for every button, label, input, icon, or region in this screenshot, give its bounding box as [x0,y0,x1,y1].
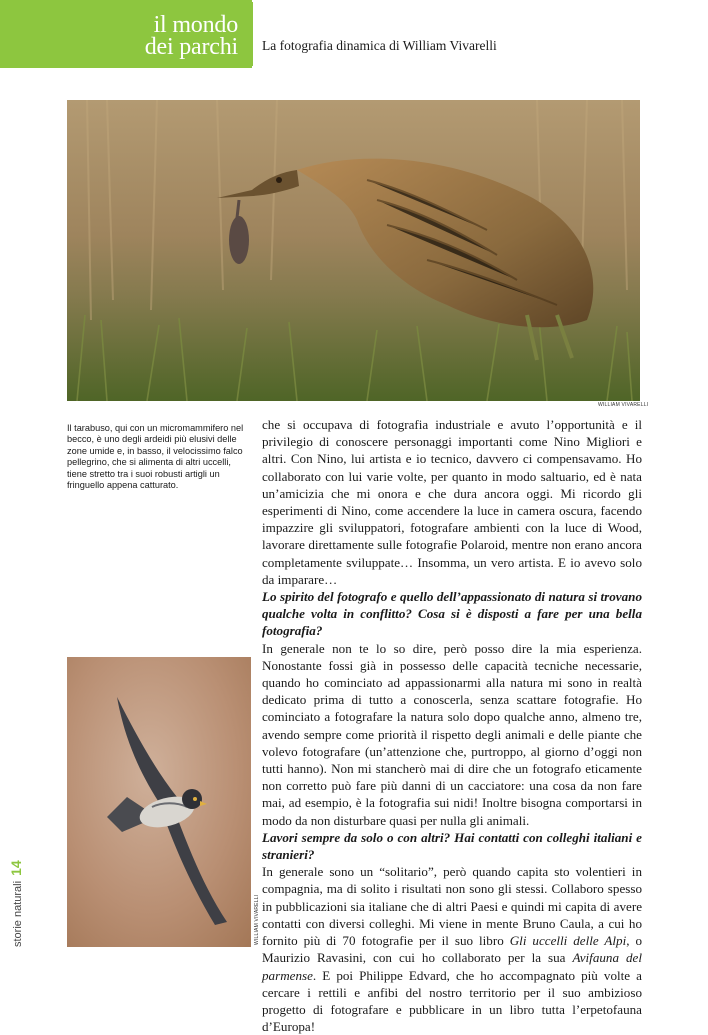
falcon-photo [67,657,251,947]
bittern-photo [67,100,640,401]
book-title-1: Gli uccelli delle Alpi [509,933,627,949]
photo-credit-top: WILLIAM VIVARELLI [598,402,649,408]
paragraph-3-part-c: . E poi Philippe Edvard, che ho accompagnato più volte a cercare i rettili e anfibi del nostro territorio per il suo ambizioso progetto di fotografare e pubblicare in un libro tutta l’erpetofauna d’Europa! [262,967,642,1035]
photo-caption: Il tarabuso, qui con un micromammifero nel becco, è uno degli ardeidi più elusivi delle zone umide e, in basso, il velocissimo falco pellegrino, che si alimenta di altri uccelli, tiene stretto tra i suoi robusti artigli un fringuello appena catturato. [67,423,244,491]
interview-question-2: Lavori sempre da solo o con altri? Hai contatti con colleghi italiani e stranieri? [262,829,642,863]
bittern-illustration [67,100,640,401]
photo-credit-falcon: WILLIAM VIVARELLI [254,894,260,945]
section-tab [0,0,252,68]
article-paragraph-1: che si occupava di fotografia industriale e avuto l’opportunità e il privilegio di conoscere personaggi importanti come Nino Migliori e altri. Con Nino, lui artista e io tecnico, davvero ci compensavamo. Ho collaborato con lui varie volte, per quanto in modo saltuario, ed è nata un’amicizia che mi onora e che dura ancora oggi. Mi ricordo gli esperimenti di Nino, come accendere la luce in camera oscura, facendo impazzire gli sviluppatori, fotografare ambienti con la luce di Wood, lavorare direttamente sulle fotografie Polaroid, mentre non erano ancora completamente sviluppate… Insomma, un vero artista. E io avevo solo da imparare… [262,417,642,587]
page-number: 14 [8,860,24,876]
paragraph-3-part-b: , o Maurizio Ravasini, con cui ho collaborato per la sua [262,933,643,966]
article-body [262,416,642,1035]
magazine-name: storie naturali [12,880,24,947]
page-folio [8,860,24,947]
falcon-illustration [67,657,251,947]
section-title-line1: il mondo [153,12,238,38]
interview-question-1: Lo spirito del fotografo e quello dell’appassionato di natura si trovano qualche volta in conflitto? Cosa si è disposti a fare per una bella fotografia? [262,589,642,639]
book-title-2: Avifauna del parmense [262,950,642,983]
article-paragraph-3 [262,863,642,1035]
paragraph-3-part-a: In generale sono un “solitario”, però quando capita sto volentieri in compagnia, ma di solito i risultati non sono gli stessi. Collaboro spesso in pubblicazioni sia italiane che di altri Paesi e quindi mi capita di avere contatti con diversi colleghi. Mi viene in mente Bruno Caula, a cui ho fornito più di 70 fotografie per il suo libro [262,864,642,949]
article-paragraph-2: In generale non te lo so dire, però posso dire la mia esperienza. Nonostante fossi già in possesso delle capacità tecniche necessarie, quando ho cominciato ad appassionarmi alla natura mi sono in realtà dedicato prima di tutto a conoscerla, senza scattare fotografie. Ho cominciato a fotografare la natura solo dopo qualche anno, almeno tre, avendo sempre come priorità il rispetto degli animali e delle piante che volevo fotografare (un’attenzione che, purtroppo, al giorno d’oggi non tutti hanno). Non mi stancherò mai di dire che un fotografo eticamente non corretto può fare più danni di un cacciatore: una cosa da non fare mai, ad esempio, è la fotografia sui nidi! Inoltre bisogna comportarsi in modo da non disturbare quasi per nulla gli animali. [262,640,642,828]
header-rule [252,2,253,66]
section-title-line2: dei parchi [144,34,238,60]
article-subtitle: La fotografia dinamica di William Vivarelli [262,38,497,53]
